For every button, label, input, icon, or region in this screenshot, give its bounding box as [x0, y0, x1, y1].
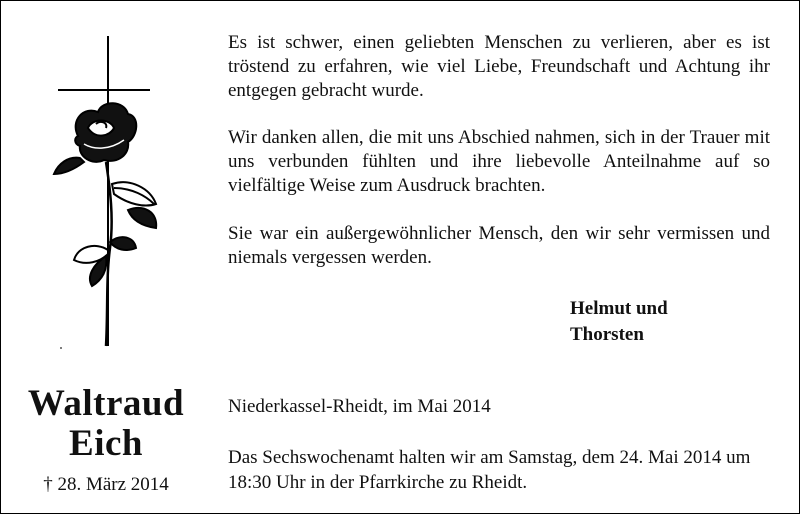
paragraph-2: Wir danken allen, die mit uns Abschied nahmen, sich in der Trauer mit uns verbunden fühlten und ihre liebevolle Anteilnahme auf so vielfältige Weise zum Ausdruck brachten.: [228, 127, 770, 196]
death-date: † 28. März 2014: [43, 474, 169, 495]
service-notice: Das Sechswochenamt halten wir am Samstag, dem 24. Mai 2014 um 18:30 Uhr in der Pfarrkirche zu Rheidt.: [228, 447, 751, 493]
speck: [60, 347, 62, 349]
rose-icon: [54, 103, 156, 346]
signature-line-2: Thorsten: [570, 324, 644, 345]
first-name: Waltraud: [27, 383, 185, 424]
signature-line-1: Helmut und: [570, 298, 668, 319]
place-date: Niederkassel-Rheidt, im Mai 2014: [228, 396, 491, 417]
cross-rose-illustration: [40, 28, 180, 358]
name-block: [16, 384, 196, 496]
last-name: Eich: [69, 423, 143, 464]
signature: [570, 296, 668, 348]
paragraph-3: Sie war ein außergewöhnlicher Mensch, den wir sehr vermissen und niemals vergessen werden.: [228, 223, 770, 268]
paragraph-1: Es ist schwer, einen geliebten Menschen zu verlieren, aber es ist tröstend zu erfahren, wie viel Liebe, Freundschaft und Achtung ihr entgegen gebracht wurde.: [228, 32, 770, 101]
